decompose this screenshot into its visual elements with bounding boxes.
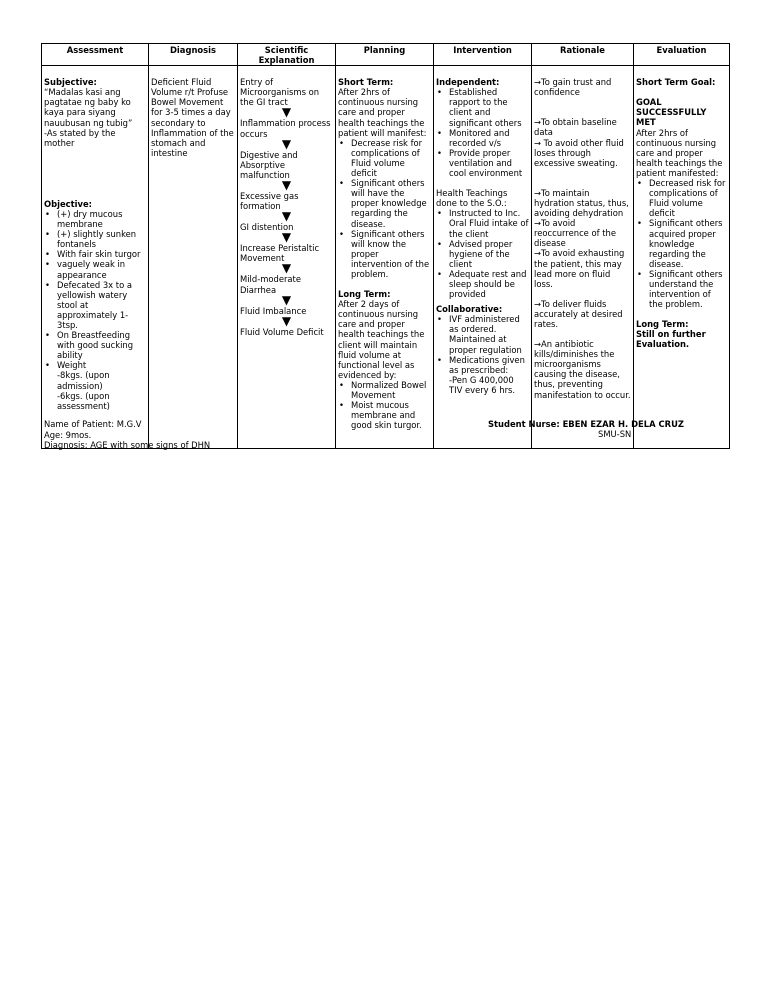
flow-step: Inflammation process occurs	[240, 118, 331, 139]
rationale-item: → To avoid other fluid loses through excessive sweating.	[534, 137, 624, 168]
list-item: • vaguely weak in appearance	[44, 259, 146, 279]
down-arrow-icon: ▼	[281, 230, 292, 245]
rationale-item: →To maintain hydration status, thus, avoiding dehydration	[534, 187, 629, 219]
flow-step: Fluid Imbalance	[240, 305, 307, 316]
list-item: • Moist mucous membrane and good skin turgor.	[338, 400, 431, 430]
collaborative-list	[436, 314, 529, 395]
medication-detail: -Pen G 400,000 TIV every 6 hrs.	[449, 374, 516, 395]
teachings-list	[436, 208, 529, 299]
flow-step: Increase Peristaltic Movement	[240, 243, 320, 264]
planning-long-text: After 2 days of continuous nursing care and proper health teachings the client will maintain fluid volume at functional level as evidenced by:	[338, 299, 425, 380]
rationale-cell	[532, 66, 634, 449]
planning-cell	[336, 66, 434, 449]
list-item: • Advised proper hygiene of the client	[436, 239, 529, 269]
health-teachings-label: Health Teachings done to the S.O.:	[436, 188, 508, 209]
header-scientific-explanation: Scientific Explanation	[238, 44, 336, 66]
flow-step: Fluid Volume Deficit	[240, 326, 324, 337]
diagnosis-text: Deficient Fluid Volume r/t Profuse Bowel Movement for 3-5 times a day secondary to Inflammation of the stomach and intestine	[151, 77, 234, 158]
list-item	[44, 360, 146, 410]
down-arrow-icon: ▼	[281, 209, 292, 224]
down-arrow-icon: ▼	[281, 292, 292, 307]
intervention-cell	[434, 66, 532, 449]
subjective-text: “Madalas kasi ang pagtatae ng baby ko kaya para siyang nauubusan ng tubig”	[44, 87, 133, 128]
objective-list	[44, 209, 146, 411]
down-arrow-icon: ▼	[281, 105, 292, 120]
list-item: • Significant others understand the intervention of the problem.	[636, 269, 727, 309]
rationale-item: →To avoid exhausting the patient, this may lead more on fluid loss.	[534, 248, 625, 289]
header-diagnosis: Diagnosis	[149, 44, 238, 66]
list-item: • Significant others will know the proper intervention of the problem.	[338, 229, 431, 279]
header-rationale: Rationale	[532, 44, 634, 66]
assessment-cell	[42, 66, 149, 449]
list-item: • Significant others acquired proper knowledge regarding the disease.	[636, 218, 727, 268]
flow-step: Mild-moderate Diarrhea	[240, 274, 301, 295]
flow-step: Entry of Microorganisms on the GI tract	[240, 77, 320, 108]
list-item: • Defecated 3x to a yellowish watery stool at approximately 1-3tsp.	[44, 280, 146, 330]
list-item: • With fair skin turgor	[44, 249, 146, 259]
patient-info	[44, 419, 210, 451]
planning-long-label: Long Term:	[338, 289, 391, 300]
header-row	[42, 44, 730, 66]
scientific-explanation-cell	[238, 66, 336, 449]
independent-label: Independent:	[436, 77, 500, 88]
evaluation-long-status: Still on further Evaluation.	[636, 329, 706, 350]
list-item	[436, 355, 529, 395]
plan-row	[42, 66, 730, 449]
planning-long-list	[338, 380, 431, 430]
flow-step: Excessive gas formation	[240, 190, 299, 212]
medication-label: • Medications given as prescribed:	[449, 354, 525, 375]
weight-admission: -8kgs. (upon admission)	[57, 370, 110, 391]
goal-status: GOAL SUCCESSFULLY MET	[636, 97, 707, 128]
collaborative-label: Collaborative:	[436, 304, 503, 315]
list-item: • Monitored and recorded v/s	[436, 128, 529, 148]
planning-short-text: After 2hrs of continuous nursing care and proper health teachings the patient will manifest:	[338, 87, 427, 138]
patient-diagnosis: Diagnosis: AGE with some signs of DHN	[44, 440, 211, 450]
school-name: SMU-SN	[598, 429, 632, 439]
evaluation-text: After 2hrs of continuous nursing care and proper health teachings the patient manifested:	[636, 127, 723, 178]
planning-short-label: Short Term:	[338, 77, 394, 88]
rationale-item: →To gain trust and confidence	[534, 77, 612, 98]
weight-assessment: -6kgs. (upon assessment)	[57, 390, 110, 411]
evaluation-short-label: Short Term Goal:	[636, 77, 716, 88]
header-assessment: Assessment	[42, 44, 149, 66]
list-item: • Significant others will have the proper knowledge regarding the disease.	[338, 178, 431, 228]
down-arrow-icon: ▼	[281, 261, 292, 276]
rationale-item: →To avoid reoccurrence of the disease	[534, 218, 616, 249]
header-planning: Planning	[336, 44, 434, 66]
evaluation-list	[636, 178, 727, 309]
list-item: • Decreased risk for complications of Fluid volume deficit	[636, 178, 727, 218]
subjective-source: -As stated by the mother	[44, 127, 116, 148]
evaluation-cell	[634, 66, 730, 449]
subjective-label: Subjective:	[44, 77, 97, 88]
independent-list	[436, 87, 529, 178]
list-item: • Instructed to Inc. Oral Fluid intake of the client	[436, 208, 529, 238]
list-item: • Decrease risk for complications of Fluid volume deficit	[338, 138, 431, 178]
flow-step: GI distention	[240, 222, 294, 233]
rationale-item: →To deliver fluids accurately at desired rates.	[534, 298, 623, 329]
list-item: • Normalized Bowel Movement	[338, 380, 431, 400]
list-item: • On Breastfeeding with good sucking ability	[44, 330, 146, 360]
list-item: • Adequate rest and sleep should be provided	[436, 269, 529, 299]
nursing-care-plan-table	[41, 43, 730, 449]
rationale-item: →An antibiotic kills/diminishes the microorganisms causing the disease, thus, preventing manifestation to occur.	[534, 339, 631, 400]
list-item: • IVF administered as ordered. Maintained at proper regulation	[436, 314, 529, 354]
objective-label: Objective:	[44, 198, 92, 209]
down-arrow-icon: ▼	[281, 136, 292, 151]
flow-step: Digestive and Absorptive malfunction	[240, 149, 298, 180]
list-item: • Provide proper ventilation and cool environment	[436, 148, 529, 178]
diagnosis-cell	[149, 66, 238, 449]
patient-age: Age: 9mos.	[44, 429, 92, 440]
down-arrow-icon: ▼	[281, 313, 292, 328]
down-arrow-icon: ▼	[281, 177, 292, 192]
student-nurse: Student Nurse: EBEN EZAR H. DELA CRUZ	[488, 419, 684, 429]
header-evaluation: Evaluation	[634, 44, 730, 66]
list-item: • Established rapport to the client and significant others	[436, 87, 529, 127]
rationale-item: →To obtain baseline data	[534, 117, 617, 138]
list-item: • (+) slightly sunken fontanels	[44, 229, 146, 249]
list-item: • (+) dry mucous membrane	[44, 209, 146, 229]
patient-name: Name of Patient: M.G.V	[44, 419, 142, 429]
weight-label: • Weight	[57, 360, 87, 371]
planning-short-list	[338, 138, 431, 279]
evaluation-long-label: Long Term:	[636, 319, 689, 330]
header-intervention: Intervention	[434, 44, 532, 66]
